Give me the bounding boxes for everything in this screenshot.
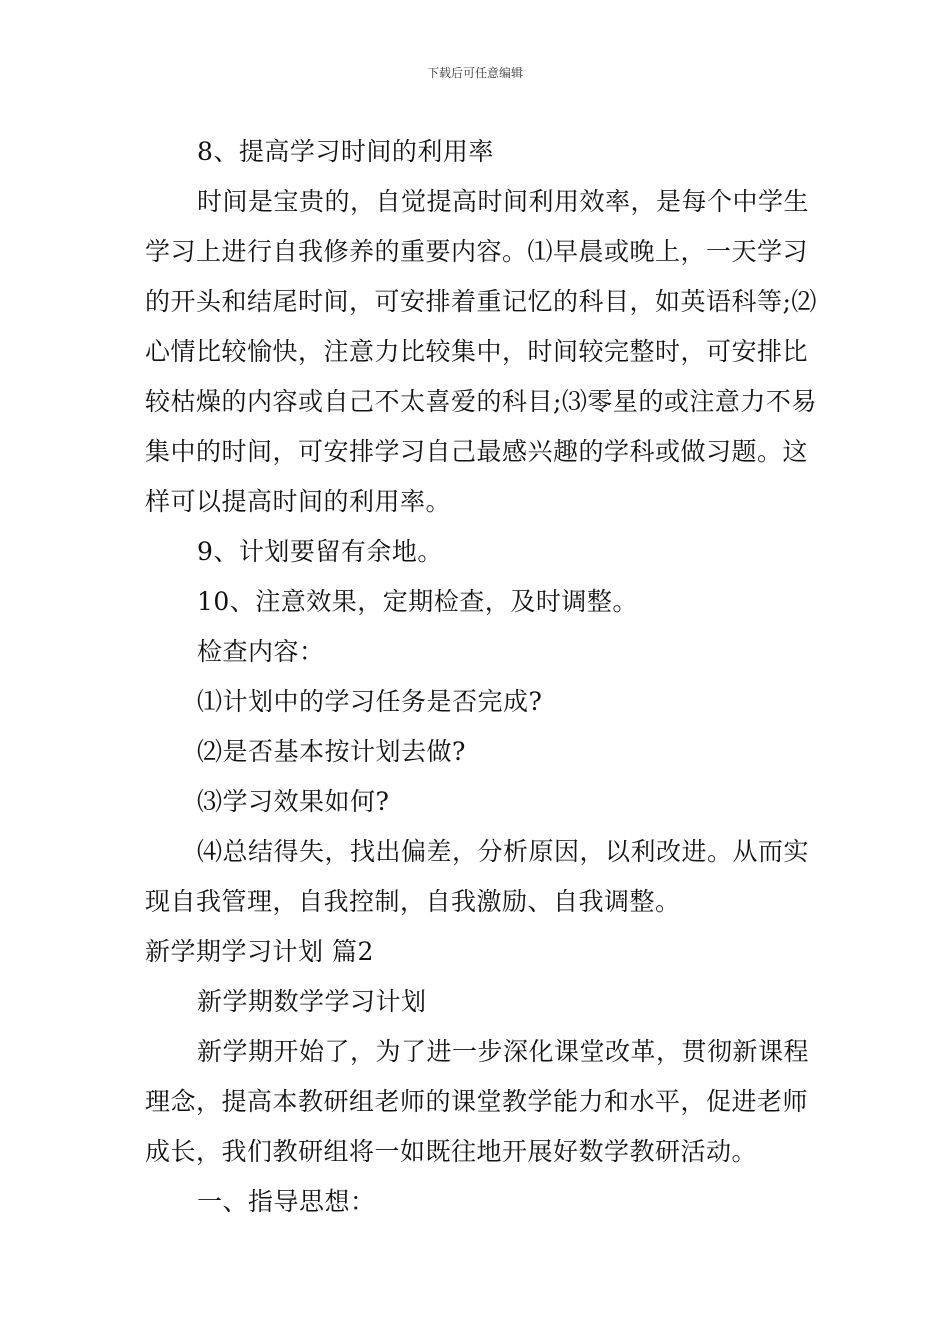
paragraph: 新学期开始了，为了进一步深化课堂改革，贯彻新课程理念，提高本教研组老师的课堂教学能力和水平，促进老师成长，我们教研组将一如既往地开展好数学教研活动。 [145,1037,810,1166]
paragraph: ⑴计划中的学习任务是否完成? [197,687,543,716]
section-title: 新学期学习计划 篇2 [145,937,374,966]
paragraph: 8、提高学习时间的利用率 [197,137,494,166]
paragraph: 9、计划要留有余地。 [197,537,443,566]
subtitle: 新学期数学学习计划 [197,987,427,1016]
document-body [145,127,825,1227]
paragraph: ⑷总结得失，找出偏差，分析原因，以利改进。从而实现自我管理，自我控制，自我激励、自我调整。 [145,837,810,916]
paragraph: 时间是宝贵的，自觉提高时间利用效率，是每个中学生学习上进行自我修养的重要内容。⑴早晨或晚上，一天学习的开头和结尾时间，可安排着重记忆的科目，如英语科等;⑵心情比较愉快，注意力比较集中，时间较完整时，可安排比较枯燥的内容或自己不太喜爱的科目;⑶零星的或注意力不易集中的时间，可安排学习自己最感兴趣的学科或做习题。这样可以提高时间的利用率。 [145,187,817,516]
paragraph: 检查内容： [197,637,325,666]
paragraph: 10、注意效果，定期检查，及时调整。 [197,587,638,616]
heading: 一、指导思想： [197,1187,376,1216]
page-header: 下载后可任意编辑 [426,66,523,80]
paragraph: ⑶学习效果如何? [197,787,390,816]
paragraph: ⑵是否基本按计划去做? [197,737,466,766]
